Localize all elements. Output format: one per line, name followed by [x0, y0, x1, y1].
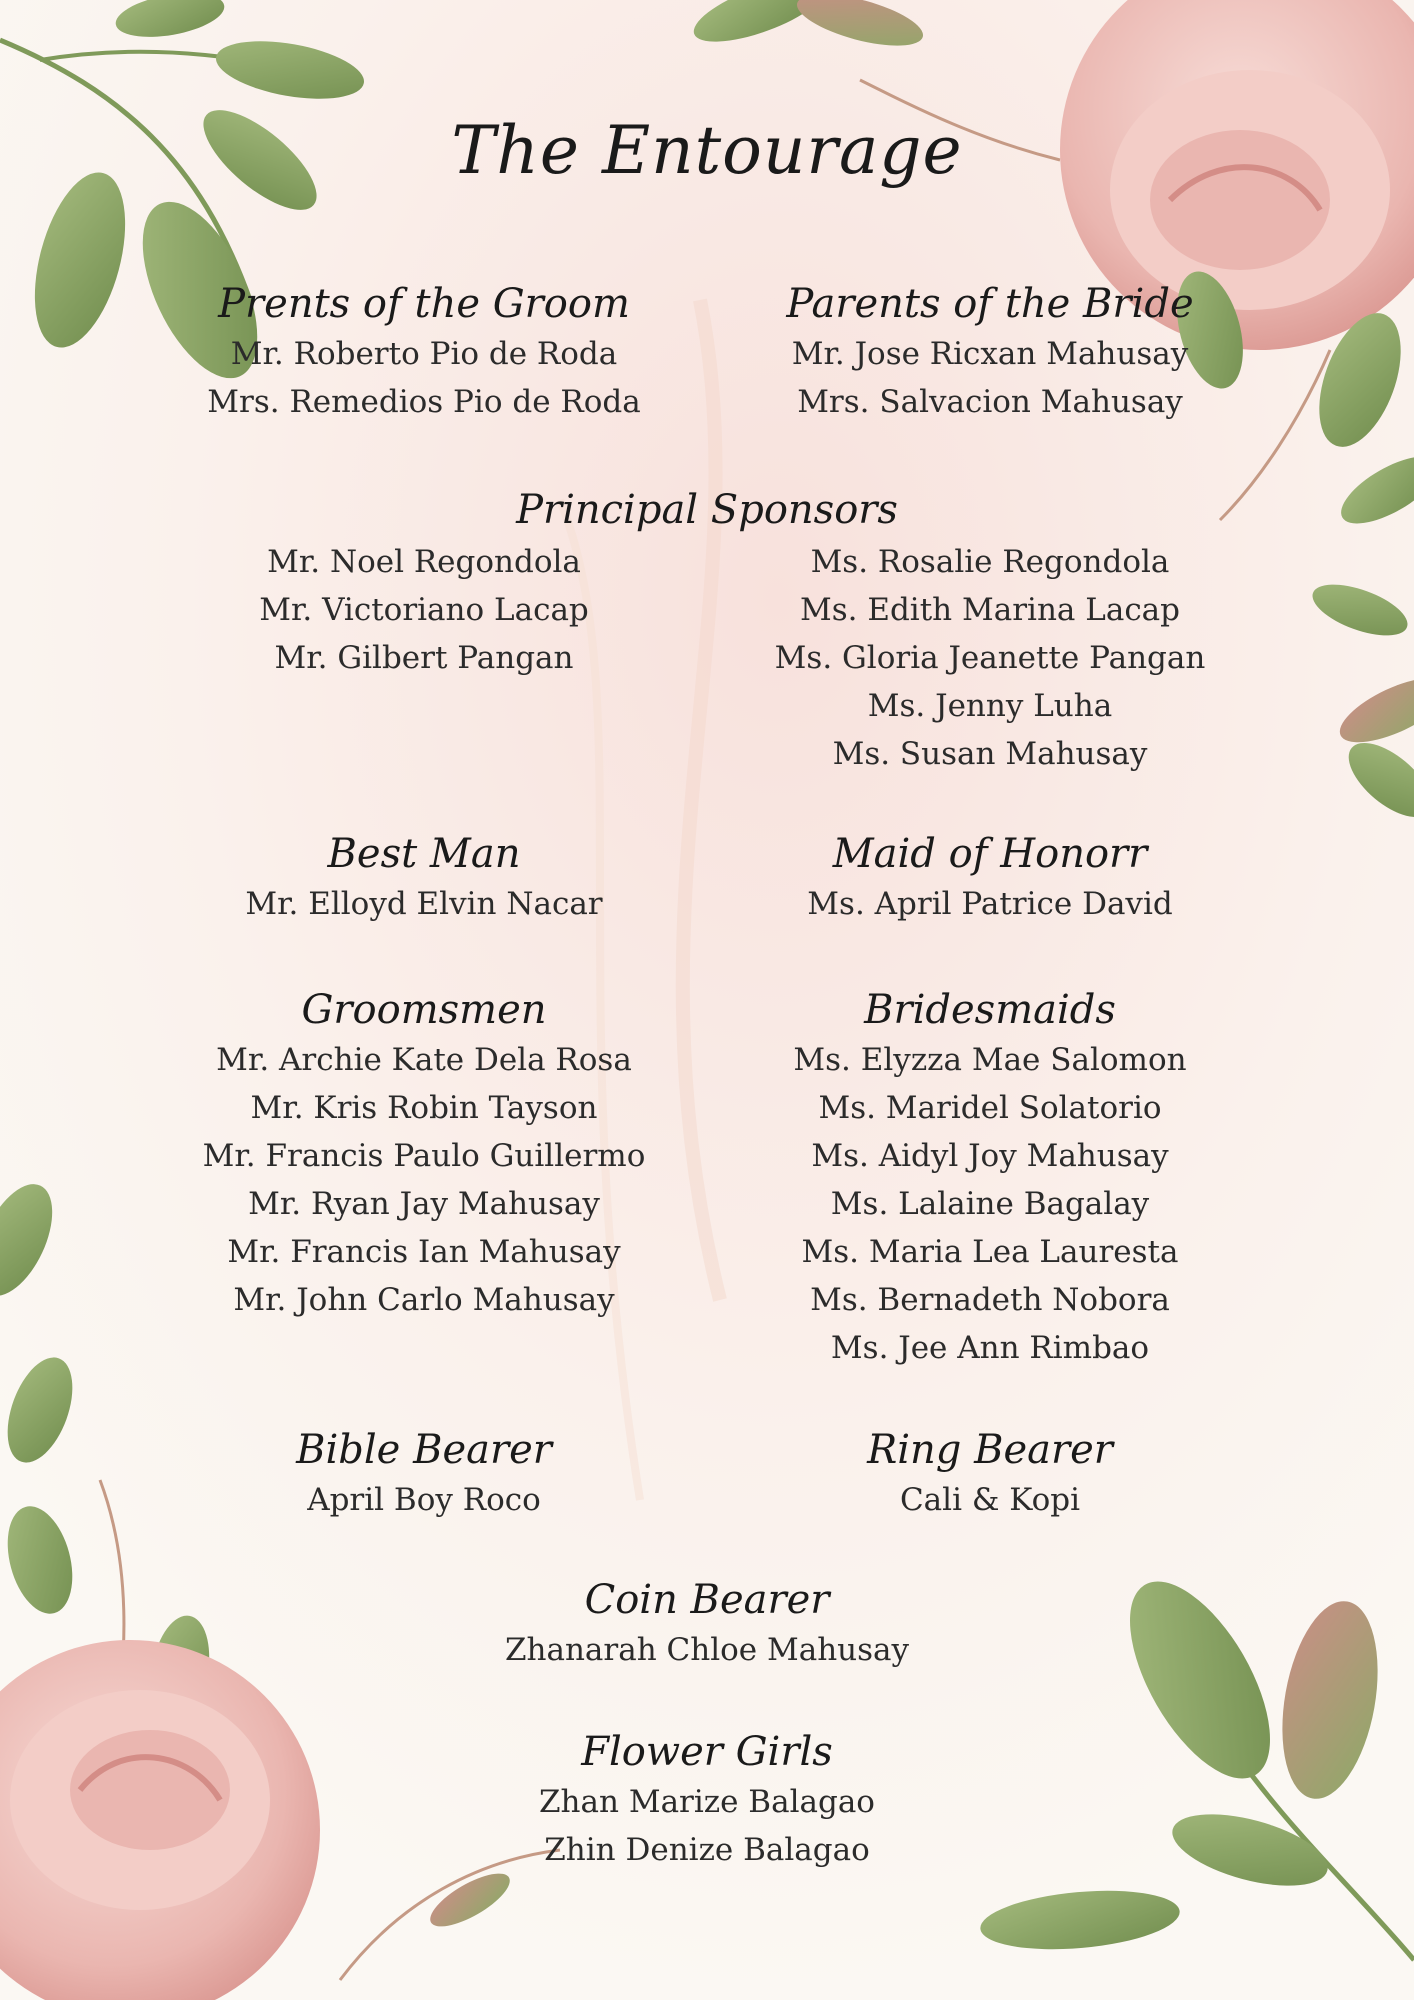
- entourage-name: Mrs. Remedios Pio de Roda: [207, 384, 641, 420]
- entourage-name: Ms. Bernadeth Nobora: [810, 1282, 1170, 1318]
- list-coin-bearer: [427, 1626, 987, 1674]
- heading-best-man: Best Man: [327, 831, 521, 877]
- list-bible-bearer: [144, 1476, 704, 1524]
- heading-maid-of-honor: Maid of Honorr: [832, 831, 1148, 877]
- list-ring-bearer: [710, 1476, 1270, 1524]
- heading-bridesmaids: Bridesmaids: [864, 987, 1116, 1033]
- heading-parents-groom: Prents of the Groom: [218, 281, 630, 327]
- entourage-name: Ms. Susan Mahusay: [832, 736, 1148, 772]
- heading-principal-sponsors: Principal Sponsors: [516, 487, 898, 533]
- entourage-name: Ms. Maridel Solatorio: [818, 1090, 1162, 1126]
- entourage-name: April Boy Roco: [307, 1482, 541, 1518]
- section-best-man: [144, 828, 704, 928]
- list-best-man: [144, 880, 704, 928]
- entourage-name: Mrs. Salvacion Mahusay: [797, 384, 1183, 420]
- entourage-name: Mr. Noel Regondola: [267, 544, 581, 580]
- list-maid-of-honor: [710, 880, 1270, 928]
- section-maid-of-honor: [710, 828, 1270, 928]
- heading-ring-bearer: Ring Bearer: [867, 1427, 1113, 1473]
- section-groomsmen: [144, 984, 704, 1324]
- entourage-name: Zhin Denize Balagao: [544, 1832, 870, 1868]
- entourage-name: Cali & Kopi: [899, 1482, 1081, 1518]
- heading-bible-bearer: Bible Bearer: [296, 1427, 552, 1473]
- section-principal-sponsors-left: [144, 538, 704, 682]
- page-title: The Entourage: [451, 112, 963, 189]
- entourage-name: Ms. Elyzza Mae Salomon: [793, 1042, 1187, 1078]
- section-parents-groom: [144, 278, 704, 426]
- section-ring-bearer: [710, 1424, 1270, 1524]
- entourage-name: Mr. Jose Ricxan Mahusay: [791, 336, 1189, 372]
- entourage-name: Ms. Jee Ann Rimbao: [830, 1330, 1150, 1366]
- entourage-name: Mr. Archie Kate Dela Rosa: [216, 1042, 632, 1078]
- entourage-name: Mr. Kris Robin Tayson: [250, 1090, 598, 1126]
- entourage-name: Ms. April Patrice David: [807, 886, 1173, 922]
- entourage-name: Mr. Francis Ian Mahusay: [227, 1234, 621, 1270]
- entourage-name: Ms. Jenny Luha: [867, 688, 1113, 724]
- list-principal-sponsors-left: [144, 538, 704, 682]
- entourage-name: Zhanarah Chloe Mahusay: [504, 1632, 910, 1668]
- entourage-name: Mr. Roberto Pio de Roda: [230, 336, 618, 372]
- section-flower-girls: [427, 1726, 987, 1874]
- heading-parents-bride: Parents of the Bride: [786, 281, 1194, 327]
- entourage-name: Mr. John Carlo Mahusay: [233, 1282, 615, 1318]
- section-parents-bride: [710, 278, 1270, 426]
- section-principal-sponsors-right: [710, 538, 1270, 778]
- list-parents-groom: [144, 330, 704, 426]
- entourage-name: Ms. Edith Marina Lacap: [799, 592, 1181, 628]
- heading-groomsmen: Groomsmen: [301, 987, 547, 1033]
- list-groomsmen: [144, 1036, 704, 1324]
- entourage-name: Ms. Aidyl Joy Mahusay: [811, 1138, 1169, 1174]
- entourage-name: Ms. Gloria Jeanette Pangan: [774, 640, 1206, 676]
- entourage-name: Mr. Elloyd Elvin Nacar: [245, 886, 603, 922]
- list-bridesmaids: [710, 1036, 1270, 1372]
- section-bible-bearer: [144, 1424, 704, 1524]
- entourage-name: Ms. Lalaine Bagalay: [830, 1186, 1150, 1222]
- entourage-name: Ms. Rosalie Regondola: [810, 544, 1170, 580]
- list-flower-girls: [427, 1778, 987, 1874]
- entourage-name: Mr. Ryan Jay Mahusay: [248, 1186, 600, 1222]
- entourage-name: Ms. Maria Lea Lauresta: [801, 1234, 1179, 1270]
- section-coin-bearer: [427, 1574, 987, 1674]
- list-parents-bride: [710, 330, 1270, 426]
- entourage-name: Mr. Victoriano Lacap: [259, 592, 589, 628]
- entourage-name: Mr. Francis Paulo Guillermo: [202, 1138, 646, 1174]
- section-bridesmaids: [710, 984, 1270, 1372]
- heading-flower-girls: Flower Girls: [581, 1729, 833, 1775]
- principal-sponsors-heading-wrap: [427, 484, 987, 536]
- heading-coin-bearer: Coin Bearer: [584, 1577, 830, 1623]
- list-principal-sponsors-right: [710, 538, 1270, 778]
- entourage-name: Mr. Gilbert Pangan: [274, 640, 574, 676]
- entourage-name: Zhan Marize Balagao: [539, 1784, 875, 1820]
